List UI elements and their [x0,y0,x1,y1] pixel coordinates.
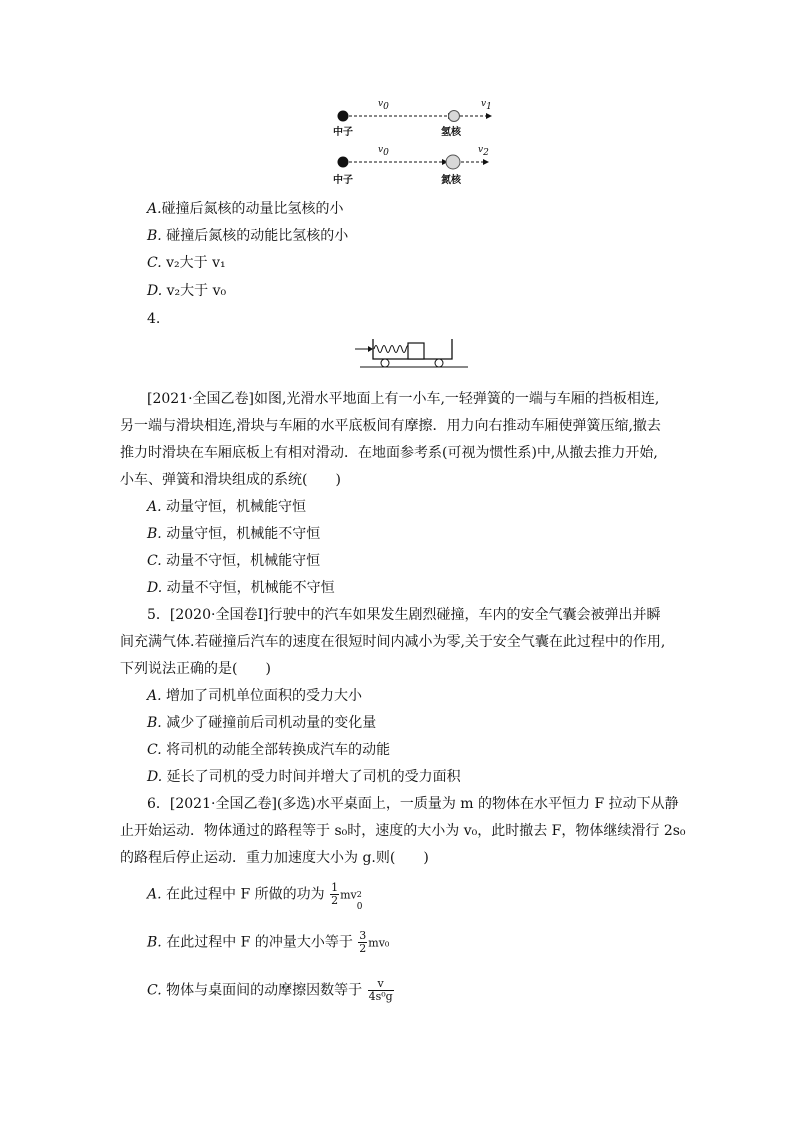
q5-option-c: C. 将司机的动能全部转换成汽车的动能 [147,742,391,758]
hydrogen-nucleus [449,111,460,122]
neutron-dot-1 [338,111,349,122]
arrow-head-2b [483,159,489,165]
q6-stem-line-2: 止开始运动．物体通过的路程等于 s₀时，速度的大小为 v₀，此时撤去 F，物体继续滑行 2s₀ [120,823,686,839]
cart-spring-diagram [0,335,794,385]
fraction-friction-coefficient: $\frac{v}{\text{4s⁰g}}$ [368,977,393,1003]
q3-option-c: C. v₂大于 v₁ [147,255,226,271]
q6-option-c: C. 物体与桌面间的动摩擦因数等于 $\frac{v}{\text{4s⁰g}}$ [147,977,393,1003]
q5-stem-line-1: 5．[2020·全国卷Ⅰ]行驶中的汽车如果发生剧烈碰撞，车内的安全气囊会被弹出并瞬 [147,607,661,623]
wheel-right [435,359,443,367]
q3-option-a: A.碰撞后氮核的动量比氢核的小 [147,201,344,217]
q6-stem-line-1: 6．[2021·全国乙卷](多选)水平桌面上，一质量为 m 的物体在水平恒力 F 拉动下从静 [147,796,679,812]
fraction-one-half: $\frac{1}{2}$ [331,881,339,907]
q4-stem-line-3: 推力时滑块在车厢底板上有相对滑动．在地面参考系(可视为惯性系)中,从撤去推力开始, [120,445,658,461]
q4-stem-line-4: 小车、弹簧和滑块组成的系统( ) [120,472,341,488]
v0-label-2: $v_0$ [378,145,389,158]
q5-stem-line-3: 下列说法正确的是( ) [120,661,271,677]
wheel-left [381,359,389,367]
q6-option-a: A. 在此过程中 F 所做的功为 $\frac{1}{2}$ mv 2 0 [147,881,363,912]
q5-stem-line-2: 间充满气体.若碰撞后汽车的速度在很短时间内减小为零,关于安全气囊在此过程中的作用, [120,634,666,650]
q4-number: 4. [147,311,161,327]
fraction-three-halves: $\frac{3}{2}$ [359,929,367,955]
q3-option-b: B. 碰撞后氮核的动能比氢核的小 [147,228,349,244]
q6-stem-line-3: 的路程后停止运动．重力加速度大小为 g.则( ) [120,850,429,866]
q5-option-a: A. 增加了司机单位面积的受力大小 [147,688,363,704]
q4-stem-line-1: [2021·全国乙卷]如图,光滑水平地面上有一小车,一轻弹簧的一端与车厢的挡板相连, [147,391,660,407]
v1-label: $v_1$ [481,99,492,112]
nitrogen-label: 氮核 [441,175,461,186]
collision-diagram [0,0,794,200]
q3-option-d: D. v₂大于 v₀ [147,283,227,299]
neutron-label-2: 中子 [333,175,353,186]
neutron-dot-2 [338,157,349,168]
q4-option-c: C. 动量不守恒，机械能守恒 [147,553,321,569]
q5-option-b: B. 减少了碰撞前后司机动量的变化量 [147,715,377,731]
q4-option-a: A. 动量守恒，机械能守恒 [147,499,307,515]
slider-block [408,343,424,359]
q5-option-d: D. 延长了司机的受力时间并增大了司机的受力面积 [147,769,461,785]
nitrogen-nucleus [446,155,460,169]
q4-stem-line-2: 另一端与滑块相连,滑块与车厢的水平底板间有摩擦．用力向右推动车厢使弹簧压缩,撤去 [120,418,661,434]
q4-option-b: B. 动量守恒，机械能不守恒 [147,526,321,542]
v2-label: $v_2$ [478,145,489,158]
neutron-label-1: 中子 [333,127,353,138]
q4-option-d: D. 动量不守恒，机械能不守恒 [147,580,335,596]
push-arrow-head [368,346,373,352]
hydrogen-label: 氢核 [441,127,461,138]
v0-label-1: $v_0$ [378,99,389,112]
arrow-head-1b [486,113,492,119]
q6-option-b: B. 在此过程中 F 的冲量大小等于 $\frac{3}{2}$ mv₀ [147,929,390,955]
